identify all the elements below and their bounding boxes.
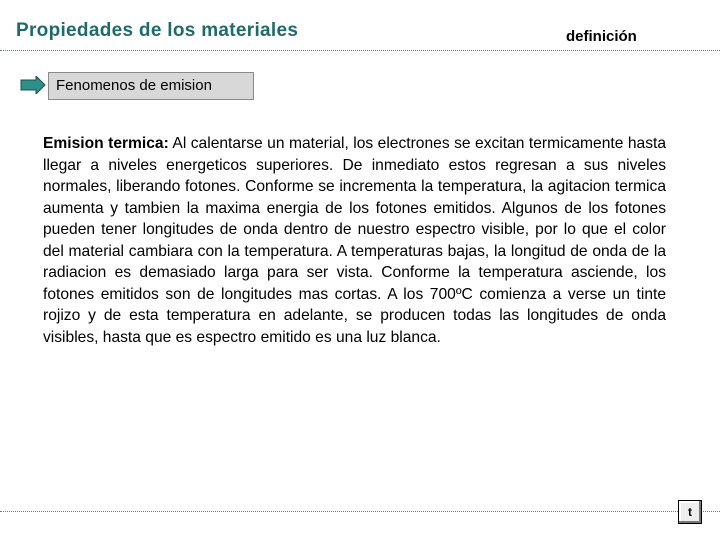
footer-divider: [0, 511, 720, 512]
section-subtitle: definición: [566, 28, 637, 45]
right-arrow-icon: [20, 76, 46, 94]
body-text: Al calentarse un material, los electrones se excitan termicamente hasta llegar a niveles energeticos superiores. De inmediato estos regresan a sus niveles normales, liberando fotones. Conforme se incrementa la temperatura, la agitacion termica aumenta y tambien la maxima energia de los fotones emitidos. Algunos de los fotones pueden tener longitudes de onda dentro de nuestro espectro visible, por lo que el color del material cambiara con la temperatura. A temperaturas bajas, la longitud de onda de la radiacion es demasiado larga para ser vista. Conforme la temperatura asciende, los fotones emitidos son de longitudes mas cortas. A los 700ºC comienza a verse un tinte rojizo y de esta temperatura en adelante, se producen todas las longitudes de onda visibles, hasta que es espectro emitido es una luz blanca.: [43, 135, 666, 346]
next-slide-button[interactable]: t: [678, 500, 702, 524]
header-divider: [0, 50, 720, 51]
term-heading: Emision termica:: [43, 135, 169, 152]
page-title: Propiedades de los materiales: [16, 20, 299, 41]
topic-label: Fenomenos de emision: [56, 77, 212, 94]
topic-box: [48, 72, 254, 100]
body-paragraph: [43, 133, 666, 348]
